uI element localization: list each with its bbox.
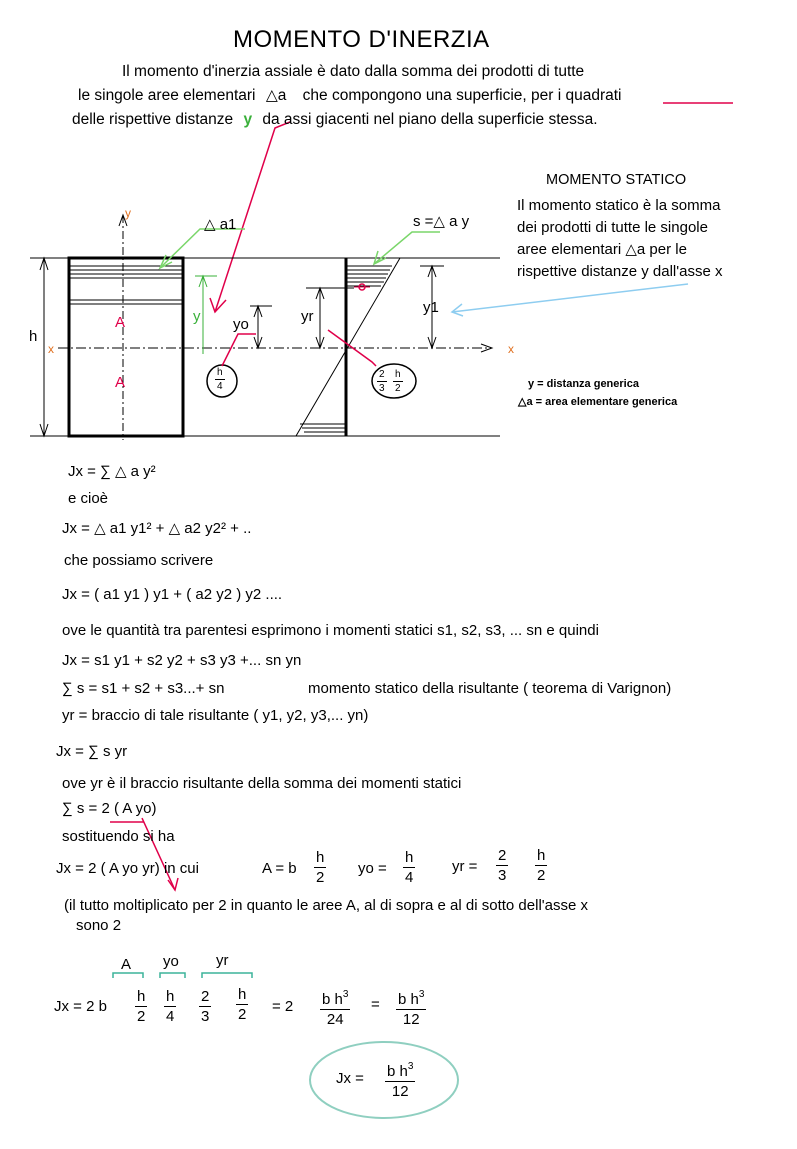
intro-line-1: Il momento d'inerzia assiale è dato dalla somma dei prodotti di tutte (122, 63, 585, 80)
fraction-bh3-24 (320, 986, 350, 1028)
fraction-denominator: 2 (395, 383, 401, 394)
fraction-numerator: h (395, 369, 401, 380)
numerator-bh: b h (398, 991, 419, 1008)
text-quantita: ove le quantità tra parentesi esprimono i momenti statici s1, s2, s3, ... sn e quindi (62, 622, 599, 639)
fraction-h-2-second (236, 986, 248, 1023)
fraction-bar (199, 1006, 211, 1007)
brace-label-yr: yr (216, 952, 229, 969)
circle-fraction-2-3 (377, 369, 387, 394)
fraction-denominator: 2 (316, 869, 325, 886)
fraction-numerator: h (238, 986, 247, 1003)
eq-jx-2-ayoyr: Jx = 2 ( A yo yr) in cui (56, 860, 199, 877)
exponent-3: 3 (342, 989, 349, 1000)
eq-equals-2: = 2 (272, 998, 294, 1015)
s-equation-label: s =△ a y (413, 213, 470, 230)
fraction-numerator: h (405, 849, 414, 866)
page-title: MOMENTO D'INERZIA (233, 26, 490, 53)
numerator-bh: b h (387, 1063, 408, 1080)
fraction-numerator: 2 (498, 847, 507, 864)
fraction-bar (215, 379, 225, 380)
legend-delta-a: △a = area elementare generica (518, 396, 678, 408)
eq-jx-statici: Jx = s1 y1 + s2 y2 + s3 y3 +... sn yn (62, 652, 302, 669)
circle-fraction-h-2 (393, 369, 403, 394)
fraction-a-h-2 (314, 849, 326, 886)
statico-line-1: Il momento statico è la somma (517, 197, 721, 214)
x-axis-label-left: x (48, 342, 54, 356)
fraction-denominator: 3 (379, 383, 385, 394)
eq-jx-syr: Jx = ∑ s yr (56, 743, 128, 760)
result-fraction (385, 1058, 415, 1100)
intro-text: da assi giacenti nel piano della superficie stessa. (262, 111, 598, 128)
fraction-denominator: 4 (405, 869, 414, 886)
h-dimension-label: h (29, 328, 38, 345)
fraction-denominator: 2 (137, 1008, 146, 1025)
text-sostituendo: sostituendo si ha (62, 828, 175, 845)
fraction-h-4 (164, 988, 176, 1025)
fraction-bar (385, 1081, 415, 1082)
circle-fraction-h-4 (215, 367, 225, 392)
fraction-bar (164, 1006, 176, 1007)
brace-label-a: A (121, 956, 132, 973)
fraction-bar (320, 1009, 350, 1010)
fraction-denominator: 3 (498, 867, 507, 884)
delta-a1-label: △ a1 (204, 216, 237, 233)
fraction-numerator: h (217, 367, 223, 378)
fraction-yo-h-4 (403, 849, 415, 886)
fraction-numerator: h (166, 988, 175, 1005)
fraction-denominator: 24 (326, 1011, 344, 1028)
intro-text: delle rispettive distanze (72, 111, 234, 128)
statico-heading: MOMENTO STATICO (546, 172, 687, 188)
fraction-numerator: 2 (379, 369, 385, 380)
y-highlight: y (243, 111, 253, 128)
fraction-numerator (396, 986, 426, 1008)
eq-jx-expanded: Jx = △ a1 y1² + △ a2 y2² + .. (62, 520, 252, 537)
yo-dimension-label: yo (233, 316, 249, 333)
exponent-3: 3 (407, 1061, 414, 1072)
fraction-bar (396, 1009, 426, 1010)
fraction-numerator: 2 (201, 988, 210, 1005)
fraction-denominator: 3 (201, 1008, 210, 1025)
quadrati-word: quadrati (565, 87, 622, 104)
text-moltiplicato: (il tutto moltiplicato per 2 in quanto le aree A, al di sopra e al di sotto dell'asse x (64, 897, 588, 914)
intro-line-3 (72, 111, 598, 129)
area-a-bottom: A (115, 374, 126, 391)
fraction-numerator (385, 1058, 415, 1080)
delta-a-symbol: △a (265, 87, 287, 104)
eq-yr-label: yr = (452, 858, 478, 875)
eq-equals: = (371, 996, 380, 1013)
fraction-denominator: 4 (166, 1008, 175, 1025)
fraction-bar (377, 381, 387, 382)
statico-line-2: dei prodotti di tutte le singole (517, 219, 708, 236)
legend-y: y = distanza generica (528, 378, 639, 390)
fraction-denominator: 4 (217, 381, 223, 392)
fraction-bar (393, 381, 403, 382)
eq-sum-s: ∑ s = s1 + s2 + s3...+ sn (62, 680, 225, 697)
text-braccio: yr = braccio di tale risultante ( y1, y2, y3,... yn) (62, 707, 369, 724)
fraction-denominator: 2 (238, 1006, 247, 1023)
fraction-bar (535, 865, 547, 866)
fraction-bar (236, 1004, 248, 1005)
fraction-numerator: h (137, 988, 146, 1005)
y-axis-label: y (125, 206, 131, 220)
fraction-denominator: 12 (391, 1083, 409, 1100)
statico-line-3: aree elementari △a per le (517, 241, 687, 258)
fraction-numerator: h (316, 849, 325, 866)
numerator-bh: b h (322, 991, 343, 1008)
exponent-3: 3 (418, 989, 425, 1000)
fraction-denominator: 12 (402, 1011, 420, 1028)
fraction-2-3 (199, 988, 211, 1025)
fraction-yr-2-3 (496, 847, 508, 884)
fraction-bar (135, 1006, 147, 1007)
fraction-yr-h-2 (535, 847, 547, 884)
fraction-bh3-12 (396, 986, 426, 1028)
eq-jx-grouped: Jx = ( a1 y1 ) y1 + ( a2 y2 ) y2 .... (62, 586, 283, 603)
brace-label-yo: yo (163, 953, 179, 970)
x-axis-label-right: x (508, 342, 514, 356)
eq-a-label: A = b (262, 860, 297, 877)
intro-line-2 (78, 87, 622, 105)
y1-dimension-label: y1 (423, 299, 439, 316)
intro-text: le singole aree elementari (78, 87, 256, 104)
eq-jx-2b: Jx = 2 b (54, 998, 107, 1015)
intro-text: che compongono una superficie, per i (302, 87, 562, 104)
fraction-numerator: h (537, 847, 546, 864)
fraction-bar (496, 865, 508, 866)
fraction-bar (403, 867, 415, 868)
statico-line-4: rispettive distanze y dall'asse x (517, 263, 723, 280)
text-che-possiamo: che possiamo scrivere (64, 552, 214, 569)
fraction-h-2 (135, 988, 147, 1025)
eq-yo-label: yo = (358, 860, 387, 877)
y-dimension-label: y (193, 308, 201, 325)
result-jx-label: Jx = (336, 1070, 364, 1087)
eq-jx-sum: Jx = ∑ △ a y² (68, 463, 156, 480)
yr-dimension-label: yr (301, 308, 314, 325)
fraction-bar (314, 867, 326, 868)
text-varignon: momento statico della risultante ( teorema di Varignon) (308, 680, 672, 697)
text-e-cioe: e cioè (68, 490, 109, 507)
fraction-numerator (320, 986, 350, 1008)
text-sono-2: sono 2 (76, 917, 122, 934)
fraction-denominator: 2 (537, 867, 546, 884)
text-ove-yr: ove yr è il braccio risultante della somma dei momenti statici (62, 775, 462, 792)
area-a-top: A (115, 314, 126, 331)
eq-sum-s-2a: ∑ s = 2 ( A yo) (62, 800, 157, 817)
